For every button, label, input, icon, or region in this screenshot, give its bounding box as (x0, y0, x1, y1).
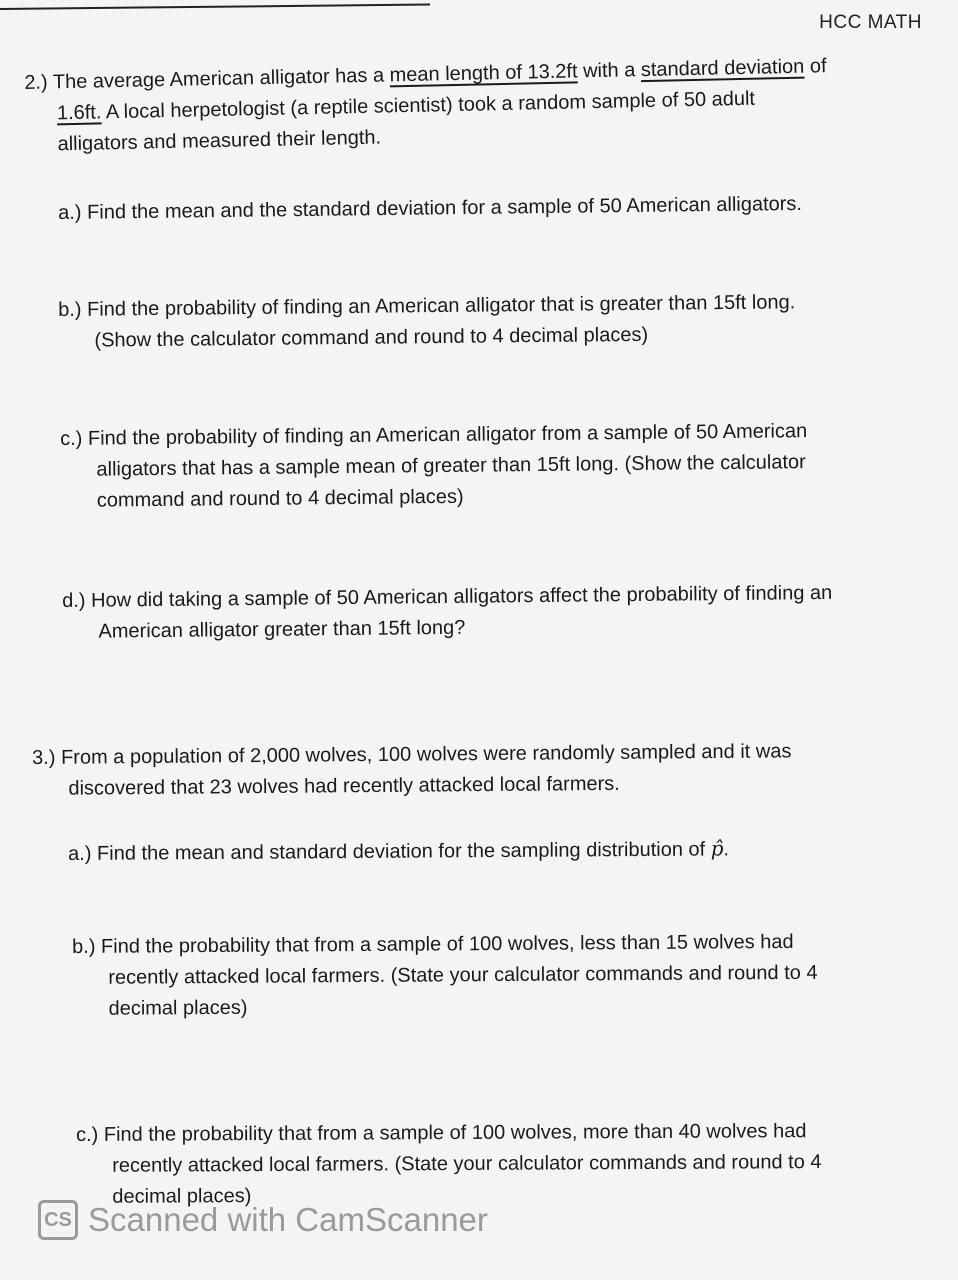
std-dev-underlined: standard deviation (640, 55, 805, 82)
part-label: c.) (76, 1123, 99, 1146)
question-2d: d.) How did taking a sample of 50 American alligators affect the probability of finding an American alligator greater than 15ft long? (62, 581, 833, 643)
part-label: b.) (58, 298, 82, 321)
page-header: HCC MATH (819, 12, 922, 33)
watermark-text: Scanned with CamScanner (88, 1201, 488, 1238)
mean-length-underlined: mean length of 13.2ft (389, 60, 578, 87)
camscanner-watermark (38, 1200, 488, 1240)
question-3-stem: 3.) From a population of 2,000 wolves, 100 wolves were randomly sampled and it was discovered that 23 wolves had recently attacked local farmers. (32, 740, 792, 800)
camscanner-logo-icon: CS (38, 1200, 78, 1240)
part-label: c.) (60, 427, 83, 450)
question-number: 2.) (24, 71, 48, 94)
question-3c: c.) Find the probability that from a sample of 100 wolves, more than 40 wolves had recently attacked local farmers. (State your calculator commands and round to 4 decimal places) (76, 1120, 822, 1208)
question-3b: b.) Find the probability that from a sample of 100 wolves, less than 15 wolves had recently attacked local farmers. (State your calculator commands and round to 4 decimal places) (72, 930, 818, 1020)
std-dev-value-underlined: 1.6ft. (56, 101, 102, 125)
question-number: 3.) (32, 746, 56, 769)
question-3a: a.) Find the mean and standard deviation for the sampling distribution of p̂. (68, 836, 730, 865)
question-2b: b.) Find the probability of finding an American alligator that is greater than 15ft long. (Show the calculator command and round to 4 decimal places) (58, 291, 796, 352)
question-2a: a.) Find the mean and the standard deviation for a sample of 50 American alligators. (58, 192, 803, 224)
top-rule (0, 3, 430, 10)
part-label: d.) (62, 589, 86, 612)
part-label: b.) (72, 935, 96, 958)
question-2c: c.) Find the probability of finding an American alligator from a sample of 50 American alligators that has a sample mean of greater than 15ft long. (Show the calculator command and round to 4 decimal places) (60, 420, 808, 512)
p-hat-symbol: p̂ (710, 836, 724, 861)
question-2-stem: 2.) The average American alligator has a mean length of 13.2ft with a standard deviation of 1.6ft. A local herpetologist (a reptile scientist) took a random sample of 50 adult alligators and measured their length. (24, 55, 827, 156)
part-label: a.) (68, 842, 92, 865)
part-label: a.) (58, 201, 82, 224)
